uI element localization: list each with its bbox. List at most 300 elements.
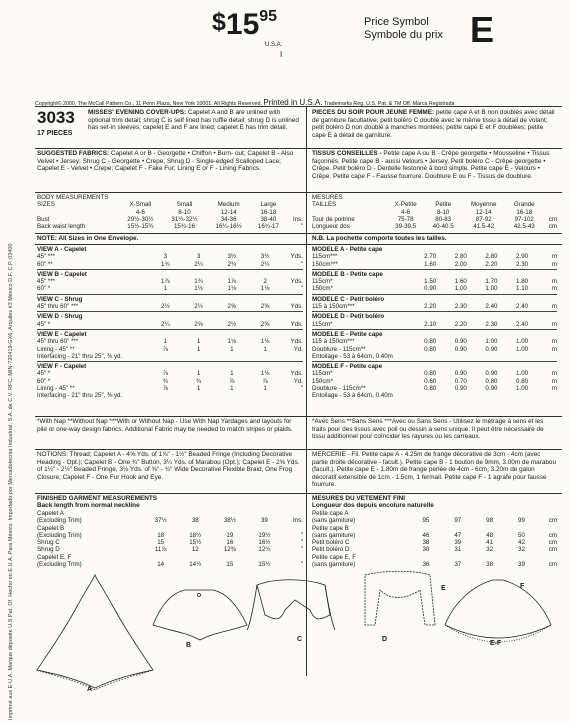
table-cell: 39 <box>454 539 462 547</box>
nap-note-en: *With Nap **Without Nap ***With or Without Nap - Use With Nap Yardages and layouts for pile or one-way design fabrics. Additional Fabric may be needed to match stripes or plaids. <box>37 418 293 433</box>
table-cell: 1 <box>196 345 201 353</box>
sidebar-legal-text: Imprimé aux E-U.A. Marque déposée U.S.Pat. Of. Hecho en E.U.A. Para México: Importado por Mercadotecnia Industrial, S.A. de C.V. RFC: MIN-720419-GX6, Arquiles #3 México D.F. C.P. 03400 <box>8 243 14 720</box>
fr-sizes-label: TAILLES <box>312 201 337 209</box>
table-cell: Doublure - 115cm** <box>312 385 366 393</box>
modele-title: MODELE B - Petite cape <box>312 270 383 278</box>
back-label: Back waist length <box>37 223 86 231</box>
table-cell: cm <box>548 546 557 554</box>
table-row <box>37 539 303 546</box>
body-fr-title: MESURES <box>312 194 343 201</box>
fr-back-value: 39-39.5 <box>395 223 417 231</box>
table-row <box>312 561 557 568</box>
fr-size-name: Moyenne <box>470 201 497 209</box>
table-cell: (Excluding Trim) <box>37 531 82 539</box>
printed-in: Printed in U.S.A. <box>263 98 323 107</box>
table-cell <box>143 510 178 517</box>
size-range: 12-14 <box>220 208 237 216</box>
divider <box>35 192 562 193</box>
fr-back-value: 42.5-43 <box>513 223 535 231</box>
fr-unit: cm <box>548 223 557 231</box>
table-cell: 1⅞ <box>227 278 237 286</box>
table-cell: 0.90 <box>454 338 467 346</box>
table-cell: Yds. <box>290 253 303 261</box>
table-cell: 2 <box>263 278 267 286</box>
table-cell: 1 <box>196 370 201 378</box>
table-cell: 18½ <box>189 531 202 539</box>
modele-title: MODELE E - Petite cape <box>312 330 383 338</box>
table-cell: 45" thru 60" *** <box>37 338 79 346</box>
view-block <box>37 246 303 268</box>
table-cell <box>143 525 178 532</box>
table-cell: 2.00 <box>454 260 467 268</box>
table-cell: 1.00 <box>516 345 529 353</box>
bust-value: 31½-32½ <box>171 215 198 223</box>
copyright-text: Copyright© 2000, The McCall Pattern Co., 11 Penn Plaza, New York 10001. All Rights Reserved. <box>35 101 262 107</box>
table-cell <box>506 525 538 532</box>
table-cell: 60" * <box>37 377 51 385</box>
fabrics-line-1: Capelet A or B - Georgette • Chiffon • Burn- <box>110 150 234 157</box>
back-unit: " <box>300 223 303 231</box>
table-cell: 150cm* <box>312 377 333 385</box>
fabrics-title: SUGGESTED FABRICS: <box>37 150 110 157</box>
table-cell: 45" *** <box>37 278 56 286</box>
table-cell <box>506 554 538 561</box>
fr-bust-label: Tour de poitrine <box>312 215 355 223</box>
divider <box>312 329 557 330</box>
fabrics-line-2: out; Capelet B - Also Velvet • Jersey; Shrug C - Georgette • Crepe; <box>37 150 294 165</box>
fabrics-line-4: Capelet F - Fake Fur; Lining E or F - Lining Fabrics. <box>114 165 261 173</box>
table-cell: Entoilage - 53 à 64cm, 0.40m <box>312 392 393 400</box>
bust-label: Bust <box>37 215 50 223</box>
modele-block <box>312 331 557 360</box>
table-row <box>37 510 303 517</box>
table-cell: 2.90 <box>516 253 529 261</box>
fr-back-value: 41.5-42 <box>473 223 495 231</box>
table-cell: Lining - 45" ** <box>37 345 75 353</box>
back-value: 15¾-16 <box>173 223 195 231</box>
fr-back-label: Longueur dos <box>312 223 350 231</box>
table-cell: " <box>300 285 303 293</box>
table-row <box>312 525 557 532</box>
fr-size-name: Petite <box>435 201 452 209</box>
table-cell <box>247 510 282 517</box>
fr-size-range: 4-6 <box>401 208 411 216</box>
table-cell <box>506 510 538 517</box>
modele-block <box>312 246 557 268</box>
table-cell <box>149 392 182 399</box>
table-cell <box>476 392 507 399</box>
table-cell: 2.80 <box>485 253 498 261</box>
table-cell: 15 <box>226 561 234 569</box>
view-title: VIEW D - Shrug <box>37 313 83 321</box>
table-cell <box>282 554 303 561</box>
table-cell: 2¼ <box>194 260 203 268</box>
table-row <box>312 346 557 353</box>
description-title: MISSES' EVENING COVER-UPS: <box>88 109 187 116</box>
table-cell: 2.30 <box>454 303 467 311</box>
yardage-table-en <box>37 246 303 400</box>
table-cell: 41 <box>486 539 494 547</box>
table-row <box>312 353 557 360</box>
table-cell: Capelet B <box>37 524 65 532</box>
fabrics-fr-line-4: festonné à bord simple. Petite cape E - Velours • Crêpe. Petite cape F <box>312 165 540 180</box>
table-cell: m <box>551 377 557 385</box>
table-cell: 45" thru 60" *** <box>37 303 79 311</box>
table-cell: 150cm* <box>312 285 333 293</box>
table-cell: 19½ <box>258 531 271 539</box>
table-cell: 31 <box>454 546 462 554</box>
table-cell <box>415 392 446 399</box>
table-cell: m <box>551 285 557 293</box>
table-cell: 46 <box>422 531 430 539</box>
table-row <box>312 303 557 310</box>
notions-fr: MERCERIE - Fil. Petite cape A - 4.25m de frange décorative de 3cm - 4cm (avec partie droite décorative - facult.). Petite cape B - 1 bouton de 9mm, 3.00m de marabou (facult.). Petite cape E - 1.80m de frange perlée de 4cm - 6cm, 3.20m de galon décoratif extensible de 1cm - 1.5cm, 1 fermail. Petite cape F - 1 agrafe pour fausse fourrure. <box>312 451 557 489</box>
size-range: 4-6 <box>135 208 145 216</box>
table-cell: 2½ <box>161 303 170 311</box>
table-cell: 115cm* <box>312 370 333 378</box>
table-cell <box>248 353 281 360</box>
table-row <box>312 392 557 399</box>
table-cell: 38 <box>422 539 430 547</box>
table-cell: 150cm*** <box>312 260 338 268</box>
table-cell: 2⅝ <box>227 303 237 311</box>
table-row <box>37 392 303 399</box>
table-cell: 3½ <box>260 253 270 261</box>
fr-size-range: 8-10 <box>436 208 450 216</box>
table-cell: ⅞ <box>162 345 168 353</box>
table-cell: 30 <box>422 546 430 554</box>
table-cell: ⅞ <box>229 377 235 385</box>
table-row <box>37 346 303 353</box>
modele-title: MODELE F - Petite cape <box>312 363 383 371</box>
finished-table-en <box>37 510 303 568</box>
table-cell: 0.80 <box>424 338 437 346</box>
table-cell: 1⅛ <box>260 285 270 293</box>
body-title: BODY MEASUREMENTS <box>37 194 109 201</box>
description-fr-title: PIECES DU SOIR POUR JEUNE FEMME: <box>312 109 435 116</box>
table-cell <box>143 554 178 561</box>
table-cell: 14 <box>157 561 165 569</box>
divider <box>35 493 562 494</box>
divider <box>312 361 557 362</box>
table-row <box>37 517 303 524</box>
fr-unit: cm <box>548 215 557 223</box>
table-cell: 1¾ <box>161 260 170 268</box>
table-cell <box>474 510 506 517</box>
table-cell: 60" * <box>37 285 51 293</box>
table-cell: 39 <box>518 561 525 569</box>
table-cell: 1⅛ <box>227 338 237 346</box>
table-cell: (Excluding Trim) <box>37 517 82 525</box>
table-cell: Ins. <box>293 517 303 525</box>
table-cell: 39 <box>260 517 268 525</box>
table-cell: ¾ <box>162 377 168 385</box>
label-e: E <box>441 585 446 592</box>
fabrics-fr-line-2: Mousseline • Tissus façonnés. Petite cape B - aussi Velours • Jersey. <box>312 150 550 165</box>
bust-unit: Ins. <box>293 215 303 223</box>
table-cell: 0.80 <box>424 345 437 353</box>
fabrics-fr-title: TISSUS CONSEILLES - <box>312 150 382 157</box>
table-cell: ⅞ <box>162 370 168 378</box>
table-cell: m <box>551 253 557 261</box>
table-cell: 38 <box>486 561 494 569</box>
table-cell: 115cm* <box>312 320 333 328</box>
fabrics-fr-line-5: - Fausse fourrure. Doublure E ou F - Tissus de doublure. <box>372 172 533 180</box>
table-cell: Yd. <box>293 345 303 353</box>
table-cell: (sans garniture) <box>312 517 356 525</box>
table-cell: m <box>551 278 557 286</box>
description-text: Capelet A and B are unlined with optional trim detail; shrug C is self lined has ruffle detail; shrug D is unlined has set-in sleeves; capelet E and F are lined; capelet E has trim detail. <box>88 109 299 132</box>
table-cell: " <box>300 385 303 393</box>
table-cell: 37½ <box>154 517 167 525</box>
table-cell: 0.80 <box>485 377 498 385</box>
table-cell <box>474 525 506 532</box>
divider <box>37 311 303 312</box>
table-cell: cm <box>548 539 557 547</box>
fabrics-fr-line-3: Petit boléro C - Crêpe georgette • Crêpe. Petit boléro D - Dentelle <box>312 157 546 173</box>
notions-en: NOTIONS: Thread; Capelet A - 4⅝ Yds. of 1⅞" - 1½" Beaded Fringe (Including Decorative Heading - Opt.); Capelet B - One ¾" Button, 3¼ Yds. of Marabou (Opt.); Capelet E - 2⅝ Yds. of 1½" - 2½" Beaded Fringe, 3⅛ Yds. of ⅜" - ¾" Wide Decorative Flexible Braid, One Frog Closure; Capelet F - One Fur Hook and Eye. <box>37 451 300 481</box>
table-cell: 1 <box>163 285 168 293</box>
table-cell: 15 <box>157 539 165 547</box>
table-cell: 14½ <box>189 561 202 569</box>
table-cell: 0.90 <box>485 370 498 378</box>
table-cell: 38 <box>191 517 199 525</box>
table-cell: " <box>300 546 303 554</box>
table-cell: m <box>551 303 557 311</box>
table-cell: 48 <box>486 531 494 539</box>
table-cell: 0.70 <box>454 377 467 385</box>
body-measurements-fr <box>312 194 557 230</box>
table-row <box>37 546 303 553</box>
table-cell: 1.00 <box>485 285 498 293</box>
table-row <box>37 370 303 377</box>
view-title: VIEW A - Capelet <box>37 246 87 253</box>
table-cell: 2.20 <box>454 320 467 328</box>
table-cell: 0.90 <box>454 370 467 378</box>
table-cell: Shrug D <box>37 546 60 554</box>
bust-value: 38-40 <box>260 215 277 223</box>
label-ef: E-F <box>490 640 502 647</box>
table-row <box>37 321 303 328</box>
table-cell: 0.90 <box>454 385 467 393</box>
table-cell: Yds. <box>290 338 303 346</box>
table-cell: 3 <box>163 253 168 261</box>
table-cell: 11⅞ <box>154 546 167 554</box>
table-cell <box>537 510 557 517</box>
table-cell: 2.30 <box>485 320 498 328</box>
table-row <box>312 510 557 517</box>
table-row <box>312 539 557 546</box>
table-row <box>312 517 557 524</box>
bust-value: 34-36 <box>220 215 237 223</box>
table-cell: Yds. <box>290 303 303 311</box>
size-range: 16-18 <box>260 208 277 216</box>
table-cell <box>149 353 182 360</box>
table-cell: cm <box>548 531 557 539</box>
table-cell <box>178 525 213 532</box>
table-row <box>37 303 303 310</box>
size-name: Medium <box>217 201 240 209</box>
table-cell: 2.40 <box>516 320 529 328</box>
table-cell: cm <box>548 517 557 525</box>
shrug-c-drawing <box>257 580 330 619</box>
table-cell: Interfacing - 21" thru 25", ⅜ yd. <box>37 392 123 400</box>
table-cell: ⅞ <box>262 377 268 385</box>
table-cell: 15½ <box>258 561 271 569</box>
table-cell <box>213 554 248 561</box>
table-cell: Petit boléro C <box>312 539 350 547</box>
table-cell: 2.40 <box>485 303 498 311</box>
table-cell: 38½ <box>223 517 236 525</box>
table-cell: 115cm*** <box>312 253 338 261</box>
table-cell: Interfacing - 21" thru 25", ⅜ yd. <box>37 352 123 360</box>
label-c: C <box>297 636 303 643</box>
table-cell: 0.60 <box>424 377 437 385</box>
table-cell: 50 <box>518 531 525 539</box>
table-cell: 1.50 <box>424 278 437 286</box>
table-row <box>37 378 303 385</box>
table-cell: Doublure - 115cm** <box>312 345 366 353</box>
table-cell: 45" * <box>37 370 51 378</box>
table-cell <box>282 353 303 360</box>
table-cell: 115cm* <box>312 278 333 286</box>
fabrics-en <box>37 150 303 173</box>
table-cell: 2.70 <box>424 253 437 261</box>
fr-bust-value: 87-92 <box>475 215 492 223</box>
price-cents: 95 <box>259 8 278 25</box>
table-cell <box>282 525 303 532</box>
table-cell: 16 <box>226 539 234 547</box>
table-cell: 3½ <box>227 253 237 261</box>
table-cell: " <box>300 260 303 268</box>
divider <box>37 294 303 295</box>
table-cell: Capelet A <box>37 510 64 517</box>
view-block <box>37 331 303 360</box>
size-name: Small <box>176 201 193 209</box>
table-cell: 0.90 <box>424 285 437 293</box>
table-cell: 1.70 <box>485 278 498 286</box>
table-cell <box>537 554 557 561</box>
table-cell: 36 <box>422 561 430 569</box>
table-cell: 32 <box>486 546 494 554</box>
table-row <box>312 546 557 553</box>
table-cell: 2⅝ <box>194 320 203 328</box>
center-mark: I <box>280 50 283 59</box>
label-a: A <box>87 686 93 693</box>
table-row <box>37 261 303 268</box>
table-cell: 19 <box>226 531 234 539</box>
table-cell <box>182 392 215 399</box>
table-cell: m <box>551 385 557 393</box>
table-cell: 47 <box>454 531 462 539</box>
table-cell: 1 <box>196 338 201 346</box>
table-cell: " <box>300 539 303 547</box>
price-letter: E <box>470 9 495 50</box>
price-currency: $ <box>212 8 226 36</box>
body-measurements-en <box>37 194 303 230</box>
table-cell: 0.90 <box>454 345 467 353</box>
table-cell <box>442 525 474 532</box>
table-cell: Yds. <box>290 278 303 286</box>
table-cell: 2¼ <box>260 260 270 268</box>
fr-back-value: 40-40.5 <box>432 223 454 231</box>
fabrics-line-3: Shrug D - Single-edged Scalloped Lace; Capelet E - Velvet • Crepe; <box>37 157 281 173</box>
table-row <box>37 554 303 561</box>
table-cell: 0.90 <box>485 345 498 353</box>
table-row <box>312 554 557 561</box>
table-cell: 1⅛ <box>194 285 203 293</box>
table-cell <box>410 525 442 532</box>
modele-title: MODELE D - Petit boléro <box>312 313 385 321</box>
table-cell <box>442 510 474 517</box>
price-symbol-en: Price Symbol <box>364 16 429 28</box>
price-main: 15 <box>225 8 260 41</box>
table-cell: 97 <box>454 517 462 525</box>
table-row <box>312 278 557 285</box>
description-fr-text: petite cape A et B non doublés avec détail de garniture facultative; petit boléro C doublé avec le même tissu à détail de volant; petit boléro D non doublé à manches montées; petite cape E et F doublées; petite cape E à détail de garniture. <box>312 109 555 139</box>
price-country: U.S.A. <box>265 42 283 48</box>
table-cell: 1 <box>230 345 234 353</box>
table-cell <box>474 554 506 561</box>
finished-fr-title: MESURES DU VETEMENT FINI <box>312 495 406 502</box>
view-block <box>37 271 303 293</box>
divider <box>37 361 303 362</box>
table-cell: " <box>300 531 303 539</box>
fr-size-name: X-Petite <box>394 201 417 209</box>
view-title: VIEW C - Shrug <box>37 295 83 303</box>
fr-bust-value: 75-78 <box>397 215 414 223</box>
table-row <box>312 253 557 260</box>
shrug-d-drawing <box>365 571 435 625</box>
table-cell: 2.40 <box>516 303 529 311</box>
table-cell: 15½ <box>189 539 202 547</box>
table-cell: 2¼ <box>161 320 170 328</box>
table-row <box>37 385 303 392</box>
table-row <box>312 285 557 292</box>
table-cell: 1.00 <box>516 338 529 346</box>
fabrics-fr-line-1: Petite cape A ou B - Crêpe georgette • <box>383 150 492 157</box>
divider <box>312 294 557 295</box>
note-en: NOTE: All Sizes in One Envelope. <box>37 235 139 242</box>
view-title: VIEW F - Capelet <box>37 363 87 371</box>
table-row <box>312 378 557 385</box>
table-cell: 2½ <box>194 303 203 311</box>
table-cell: 1⅛ <box>260 338 270 346</box>
table-cell: 1¾ <box>194 278 203 286</box>
pattern-number: 3033 <box>37 108 75 127</box>
nap-note-fr: *Avec Sens **Sans Sens ***Avec ou Sans Sens - Utilisez le métrage à sens et les traits pour des tissus avec poil ou dessin à sens unique. Il peut être nécessaire de tissu additionnel pour coïncider les rayures ou les carreaux. <box>312 418 544 441</box>
table-cell <box>410 554 442 561</box>
table-row <box>312 370 557 377</box>
table-cell: Petite cape A <box>312 510 349 517</box>
view-title: VIEW E - Capelet <box>37 330 87 338</box>
fr-bust-value: 80-83 <box>435 215 452 223</box>
table-cell: Yds. <box>290 320 303 328</box>
table-row <box>37 253 303 260</box>
table-cell: m <box>551 345 557 353</box>
table-cell <box>442 554 474 561</box>
table-cell <box>282 392 303 399</box>
table-cell: 2.30 <box>516 260 529 268</box>
table-cell <box>247 525 282 532</box>
modele-block <box>312 271 557 293</box>
table-cell: 2.10 <box>424 320 437 328</box>
table-cell: Yds. <box>290 370 303 378</box>
label-b: B <box>186 642 192 649</box>
table-cell <box>507 353 538 360</box>
table-cell: 2¾ <box>227 260 237 268</box>
table-cell <box>213 525 248 532</box>
